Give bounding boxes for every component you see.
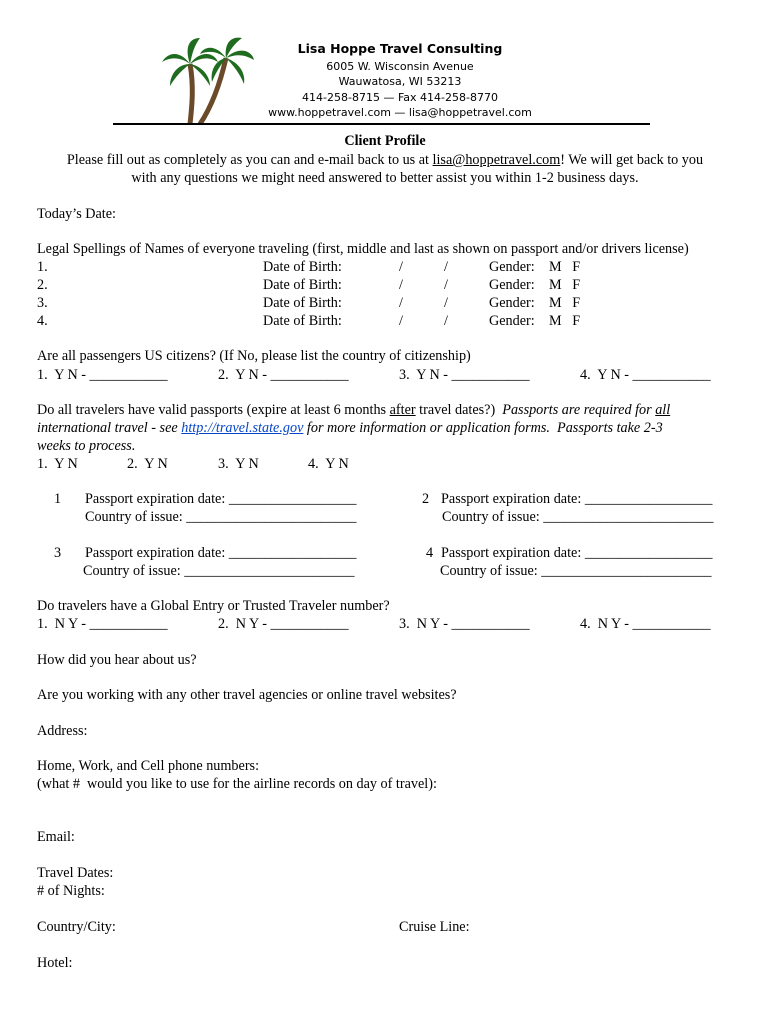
global-entry-answer-1[interactable]: 1. N Y - ___________ — [37, 616, 168, 632]
citizens-answer-3[interactable]: 3. Y N - ___________ — [399, 367, 530, 383]
gender-options[interactable]: M F — [549, 295, 581, 311]
dob-slash: / — [399, 277, 403, 293]
global-entry-answer-4[interactable]: 4. N Y - ___________ — [580, 616, 711, 632]
passport-country-field[interactable]: Country of issue: ________________________ — [83, 563, 355, 579]
phone-numbers-label: Home, Work, and Cell phone numbers: — [37, 758, 260, 774]
gender-label: Gender: — [489, 259, 535, 275]
passport-expiration-field[interactable]: Passport expiration date: __________________ — [441, 545, 713, 561]
cruise-line-label: Cruise Line: — [399, 919, 470, 935]
company-phones: 414-258-8715 — Fax 414-258-8770 — [302, 91, 498, 104]
gender-label: Gender: — [489, 295, 535, 311]
name-row-number: 4. — [37, 313, 48, 329]
hear-about-question: How did you hear about us? — [37, 652, 197, 668]
citizens-question: Are all passengers US citizens? (If No, please list the country of citizenship) — [37, 348, 471, 364]
passport-answer-2[interactable]: 2. Y N — [127, 456, 168, 472]
passport-block-number: 3 — [54, 545, 62, 561]
passport-expiration-field[interactable]: Passport expiration date: __________________ — [85, 545, 357, 561]
global-entry-answer-3[interactable]: 3. N Y - ___________ — [399, 616, 530, 632]
dob-slash: / — [399, 313, 403, 329]
passport-question-line-2: international travel - see http://travel.state.gov for more information or application forms. Passports take 2-3 — [37, 420, 663, 436]
dob-slash: / — [444, 313, 448, 329]
intro-line-2: with any questions we might need answered to better assist you within 1-2 business days. — [131, 170, 639, 186]
passport-answer-4[interactable]: 4. Y N — [308, 456, 349, 472]
gender-options[interactable]: M F — [549, 313, 581, 329]
travel-state-gov-link[interactable]: http://travel.state.gov — [181, 420, 304, 436]
todays-date-label: Today’s Date: — [37, 206, 116, 222]
dob-label: Date of Birth: — [263, 295, 342, 311]
names-heading: Legal Spellings of Names of everyone traveling (first, middle and last as shown on passport and/or drivers license) — [37, 241, 689, 257]
passport-block-number: 1 — [54, 491, 62, 507]
name-row-number: 2. — [37, 277, 48, 293]
other-agencies-question: Are you working with any other travel agencies or online travel websites? — [37, 687, 457, 703]
dob-slash: / — [444, 295, 448, 311]
citizens-answer-1[interactable]: 1. Y N - ___________ — [37, 367, 168, 383]
global-entry-question: Do travelers have a Global Entry or Trusted Traveler number? — [37, 598, 390, 614]
gender-options[interactable]: M F — [549, 259, 581, 275]
page-title: Client Profile — [344, 133, 426, 149]
passport-expiration-field[interactable]: Passport expiration date: __________________ — [85, 491, 357, 507]
dob-label: Date of Birth: — [263, 259, 342, 275]
dob-slash: / — [399, 259, 403, 275]
company-city: Wauwatosa, WI 53213 — [338, 75, 462, 88]
passport-country-field[interactable]: Country of issue: ________________________ — [85, 509, 357, 525]
travel-dates-label: Travel Dates: — [37, 865, 114, 881]
intro-line-1: Please fill out as completely as you can and e-mail back to us at lisa@hoppetravel.com! We will get back to you — [66, 152, 704, 168]
header-divider — [113, 123, 650, 125]
dob-slash: / — [399, 295, 403, 311]
passport-answer-1[interactable]: 1. Y N — [37, 456, 78, 472]
dob-slash: / — [444, 259, 448, 275]
dob-slash: / — [444, 277, 448, 293]
passport-question-line-1: Do all travelers have valid passports (expire at least 6 months after travel dates?) Passports are required for all — [37, 402, 671, 418]
passport-expiration-field[interactable]: Passport expiration date: __________________ — [441, 491, 713, 507]
company-name: Lisa Hoppe Travel Consulting — [297, 41, 503, 56]
citizens-answer-4[interactable]: 4. Y N - ___________ — [580, 367, 711, 383]
gender-options[interactable]: M F — [549, 277, 581, 293]
passport-block-number: 2 — [422, 491, 430, 507]
company-street: 6005 W. Wisconsin Avenue — [326, 60, 474, 73]
passport-country-field[interactable]: Country of issue: ________________________ — [440, 563, 712, 579]
name-row-number: 3. — [37, 295, 48, 311]
address-label: Address: — [37, 723, 88, 739]
passport-answer-3[interactable]: 3. Y N — [218, 456, 259, 472]
passport-country-field[interactable]: Country of issue: ________________________ — [442, 509, 714, 525]
citizens-answer-2[interactable]: 2. Y N - ___________ — [218, 367, 349, 383]
passport-block-number: 4 — [426, 545, 434, 561]
email-label: Email: — [37, 829, 75, 845]
phone-numbers-note: (what # would you like to use for the airline records on day of travel): — [37, 776, 437, 792]
global-entry-answer-2[interactable]: 2. N Y - ___________ — [218, 616, 349, 632]
country-city-label: Country/City: — [37, 919, 116, 935]
contact-email-link[interactable]: lisa@hoppetravel.com — [432, 152, 561, 168]
company-web-email: www.hoppetravel.com — lisa@hoppetravel.com — [268, 106, 532, 119]
passport-question-line-3: weeks to process. — [37, 438, 136, 454]
palm-trees-logo — [160, 36, 256, 126]
dob-label: Date of Birth: — [263, 313, 342, 329]
gender-label: Gender: — [489, 277, 535, 293]
dob-label: Date of Birth: — [263, 277, 342, 293]
gender-label: Gender: — [489, 313, 535, 329]
nights-label: # of Nights: — [37, 883, 105, 899]
hotel-label: Hotel: — [37, 955, 73, 971]
name-row-number: 1. — [37, 259, 48, 275]
